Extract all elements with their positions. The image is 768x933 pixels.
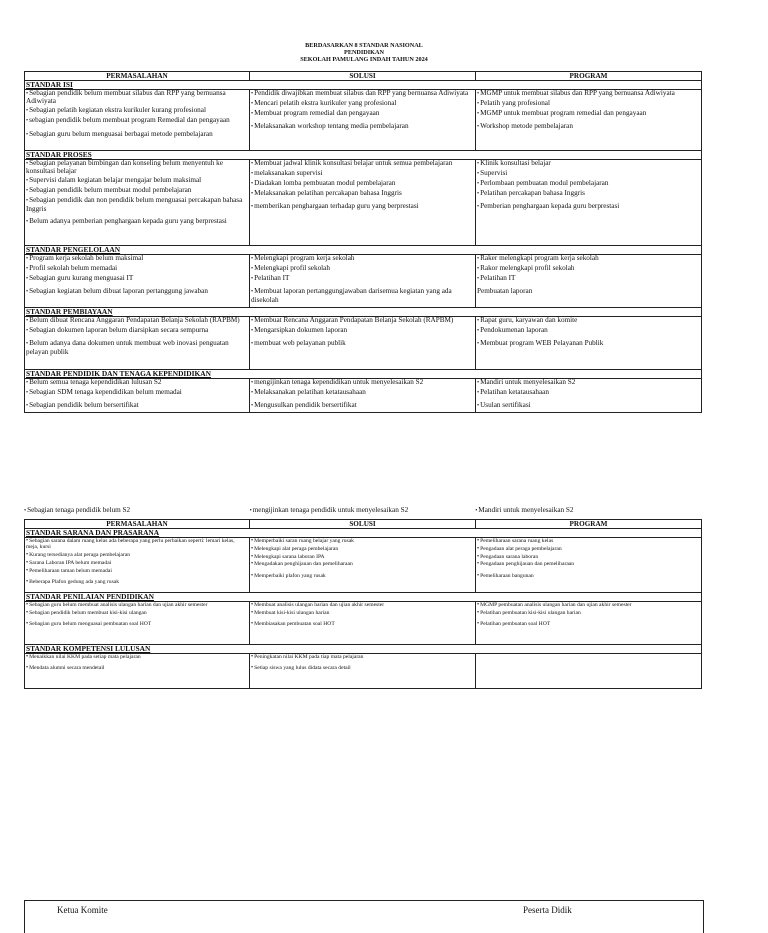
list-item: • Pendokumenan laporan: [477, 327, 700, 335]
header-solusi: SOLUSI: [250, 520, 476, 529]
list-item: • Sebagian SDM tenaga kependidikan belum memadai: [26, 389, 248, 397]
list-item: • Perlombaan pembuatan modul pembelajaran: [477, 180, 700, 188]
programs-cell: [476, 602, 702, 645]
signature-box: [24, 900, 704, 933]
list-item: • Pengadaan penghijauan dan pemeliharaan: [477, 561, 700, 567]
list-item: • Sebagian guru belum membuat analisis ulangan harian dan ujian akhir semester: [26, 602, 248, 608]
solutions-cell: [250, 538, 476, 593]
list-item: • Rakor melengkapi profil sekolah: [477, 265, 700, 273]
list-item: • Melengkapi sarana laboran IPA: [251, 554, 474, 560]
list-item: • Membuat jadwal klinik konsultasi belajar untuk semua pembelajaran: [251, 160, 474, 168]
list-item: • sebagian pendidik belum membuat program Remedial dan pengayaan: [26, 117, 248, 125]
table-row: [25, 317, 702, 370]
table-row: [25, 379, 702, 413]
section-heading: STANDAR ISI: [25, 81, 702, 90]
section-heading: STANDAR SARANA DAN PRASARANA: [25, 529, 702, 538]
list-item: • Belum adanya pemberian penghargaan kepada guru yang berprestasi: [26, 218, 248, 226]
standards-table-page1: [24, 71, 702, 413]
list-item: • Membuat laporan pertanggungjawaban darisemua kegiatan yang ada disekolah: [251, 288, 474, 304]
section-heading: STANDAR PENGELOLAAN: [25, 246, 702, 255]
list-item: • Pengadaan sarana laboran: [477, 554, 700, 560]
list-item: • melaksanakan supervisi: [251, 170, 474, 178]
list-item: • Mencari pelatih ekstra kurikuler yang profesional: [251, 100, 474, 108]
header-permasalahan: PERMASALAHAN: [25, 520, 250, 529]
list-item: • Pelatihan IT: [251, 275, 474, 283]
document-title: [0, 42, 728, 63]
table-row: [25, 255, 702, 308]
list-item: • Pemeliharaan sarana ruang kelas: [477, 538, 700, 544]
solutions-cell: [250, 317, 476, 370]
programs-cell: [476, 90, 702, 151]
list-item: • Sarana Laboran IPA belum memadai: [26, 560, 248, 566]
section-heading: STANDAR KOMPETENSI LULUSAN: [25, 645, 702, 654]
list-item: • Profil sekolah belum memadai: [26, 265, 248, 273]
list-item: • Belum adanya dana dokumen untuk membuat web inovasi penguatan pelayan publik: [26, 340, 248, 356]
programs-cell: [476, 255, 702, 308]
problems-cell: [25, 654, 250, 689]
list-item: • Supervisi: [477, 170, 700, 178]
list-item: • Mengusulkan pendidik bersertifikat: [251, 402, 474, 410]
list-item: • Sebagian dokumen laporan belum diarsipkan secara sempurna: [26, 327, 248, 335]
list-item: • Beberapa Plafon gedung ada yang rusak: [26, 579, 248, 585]
solutions-cell: [250, 602, 476, 645]
section-heading: STANDAR PENDIDIK DAN TENAGA KEPENDIDIKAN: [25, 370, 702, 379]
list-item: • Klinik konsultasi belajar: [477, 160, 700, 168]
programs-cell: [476, 317, 702, 370]
list-item: • Diadakan lomba pembuatan modul pembelajaran: [251, 180, 474, 188]
section-heading: STANDAR PROSES: [25, 151, 702, 160]
list-item: Pembuatan laporan: [477, 287, 533, 296]
solutions-cell: [250, 90, 476, 151]
list-item: • Sebagian pelayanan bimbingan dan konseling belum menyentuh ke konsultasi belajar: [26, 160, 248, 176]
programs-cell: [476, 379, 702, 413]
list-item: • MGMP untuk membuat program remedial dan pengayaan: [477, 110, 700, 118]
list-item: • Program kerja sekolah belum maksimal: [26, 255, 248, 263]
list-item: • Melaksanakan pelatihan percakapan bahasa Inggris: [251, 190, 474, 198]
header-program: PROGRAM: [476, 520, 702, 529]
solutions-cell: [250, 654, 476, 689]
list-item: • Supervisi dalam kegiatan belajar mengajar belum maksimal: [26, 177, 248, 185]
list-item: • Sebagian pelatih kegiatan ekstra kurikuler kurang profesional: [26, 107, 248, 115]
problems-cell: [25, 602, 250, 645]
signature-label-right: Peserta Didik: [523, 905, 572, 915]
list-item: • Setiap siswa yang lulus didata secara detail: [251, 665, 474, 671]
list-item: • Mandiri untuk menyelesaikan S2: [477, 379, 700, 387]
problems-cell: [25, 538, 250, 593]
list-item: • Pelatihan pembuatan soal HOT: [477, 621, 700, 627]
title-line-1: BERDASARKAN 8 STANDAR NASIONAL: [305, 42, 423, 49]
list-item: • Membuat analisis ulangan harian dan ujian akhir semester: [251, 602, 474, 608]
list-item: • Melengkapi program kerja sekolah: [251, 255, 474, 263]
list-item: • MGMP untuk membuat silabus dan RPP yang bernuansa Adiwiyata: [477, 90, 700, 98]
table-row: [25, 538, 702, 593]
list-item: • Workshop metode pembelajaran: [477, 123, 700, 131]
list-item: • Pelatihan pembuatan kisi-kisi ulangan harian: [477, 610, 700, 616]
list-item: • membuat web pelayanan publik: [251, 340, 474, 348]
table-row: [25, 160, 702, 246]
list-item: • Membuat program remedial dan pengayaan: [251, 110, 474, 118]
list-item: • Sebagian guru belum menguasai pembuatan soal HOT: [26, 621, 248, 627]
list-item: • Peningkatan nilai KKM pada tiap mata pelajaran: [251, 654, 474, 660]
list-item: • mengijinkan tenaga kependidikan untuk menyelesaikan S2: [251, 379, 474, 387]
list-item: • Sebagian tenaga pendidik belum S2: [24, 506, 250, 514]
list-item: • Belum dibuat Rencana Anggaran Pendapatan Belanja Sekolah (RAPBM): [26, 317, 248, 325]
header-permasalahan: PERMASALAHAN: [25, 72, 250, 81]
list-item: • Sebagian kegiatan belum dibuat laporan pertanggung jawaban: [26, 288, 248, 296]
list-item: • Pelatihan ketatausahaan: [477, 389, 700, 397]
list-item: • Sebagian pendidik belum membuat kisi-kisi ulangan: [26, 610, 248, 616]
list-item: • Sebagian pendidik belum membuat modul pembelajaran: [26, 187, 248, 195]
list-item: • Mandiri untuk menyelesaikan S2: [475, 506, 701, 514]
list-item: • Sebagian pendidik belum bersertifikat: [26, 402, 248, 410]
problems-cell: [25, 90, 250, 151]
list-item: • Pelatihan IT: [477, 275, 700, 283]
table-row: [25, 602, 702, 645]
solutions-cell: [250, 255, 476, 308]
list-item: • Mengadakan penghijauan dan pemeliharaan: [251, 561, 474, 567]
title-line-3: SEKOLAH PAMULANG INDAH TAHUN 2024: [300, 56, 428, 63]
signature-label-left: Ketua Komite: [57, 905, 108, 915]
list-item: • Pemeliharaan taman belum memadai: [26, 568, 248, 574]
section-heading: STANDAR PEMBIAYAAN: [25, 308, 702, 317]
list-item: • Membuat kisi-kisi ulangan harian: [251, 610, 474, 616]
section-heading: STANDAR PENILAIAN PENDIDIKAN: [25, 593, 702, 602]
continued-row: [24, 506, 701, 516]
list-item: • Sebagian guru kurang menguasai IT: [26, 275, 248, 283]
solutions-cell: [250, 379, 476, 413]
list-item: • Sebagian pendidik belum membuat silabus dan RPP yang bernuansa Adiwiyata: [26, 90, 248, 106]
standards-table-page2: [24, 519, 702, 689]
problems-cell: [25, 317, 250, 370]
list-item: • Pelatih yang profesional: [477, 100, 700, 108]
list-item: • mengijinkan tenaga pendidik untuk menyelesaikan S2: [250, 506, 476, 514]
list-item: • memberikan penghargaan terhadap guru yang berprestasi: [251, 203, 474, 211]
list-item: • Melengkapi profil sekolah: [251, 265, 474, 273]
programs-cell: [476, 160, 702, 246]
list-item: • Rapat guru, karyawan dan komite: [477, 317, 700, 325]
list-item: • Membuat Rencana Anggaran Pendapatan Belanja Sekolah (RAPBM): [251, 317, 474, 325]
list-item: • Membiasakan pembuatan soal HOT: [251, 621, 474, 627]
table-row: [25, 654, 702, 689]
list-item: • Raker melengkapi program kerja sekolah: [477, 255, 700, 263]
list-item: • Sebagian pendidik dan non pendidik belum menguasai percakapan bahasa Inggris: [26, 197, 248, 213]
list-item: • Sebagian sarana dalam ruang kelas ada beberapa yang perlu perbaikan seperti: lemari kelas, meja, kursi: [26, 538, 248, 550]
list-item: • Pelatihan percakapan bahasa Inggris: [477, 190, 700, 198]
list-item: • Menaikkan nilai KKM pada setiap mata pelajaran: [26, 654, 248, 660]
list-item: • Pemberian penghargaan kepada guru berprestasi: [477, 203, 700, 211]
list-item: • Memperbaiki saran ruang belajar yang rusak: [251, 538, 474, 544]
list-item: • Pemeliharaan bangunan: [477, 573, 700, 579]
problems-cell: [25, 255, 250, 308]
list-item: • Pendidik diwajibkan membuat silabus dan RPP yang bernuansa Adiwiyata: [251, 90, 474, 98]
solutions-cell: [250, 160, 476, 246]
table-row: [25, 90, 702, 151]
list-item: • Melaksanakan pelatihan ketatausahaan: [251, 389, 474, 397]
list-item: • Melaksanakan workshop tentang media pembelajaran: [251, 123, 474, 131]
list-item: • Mendata alumni secara mendetail: [26, 665, 248, 671]
problems-cell: [25, 379, 250, 413]
title-line-2: PENDIDIKAN: [344, 49, 384, 56]
list-item: • Usulan sertifikasi: [477, 402, 700, 410]
header-solusi: SOLUSI: [250, 72, 476, 81]
list-item: • Pengadaan alat peraga pembelajaran: [477, 546, 700, 552]
list-item: • Memperbaiki plafon yang rusak: [251, 573, 474, 579]
list-item: • Belum semua tenaga kependidikan lulusan S2: [26, 379, 248, 387]
list-item: • Sebagian guru belum menguasai berbagai metode pembelajaran: [26, 131, 248, 139]
problems-cell: [25, 160, 250, 246]
programs-cell: [476, 538, 702, 593]
list-item: • Kurang tersedianya alat peraga pembelajaran: [26, 552, 248, 558]
list-item: • Mengarsipkan dokumen laporan: [251, 327, 474, 335]
header-program: PROGRAM: [476, 72, 702, 81]
list-item: • Melengkapi alat peraga pembelajaran: [251, 546, 474, 552]
list-item: • Membuat program WEB Pelayanan Publik: [477, 340, 700, 348]
list-item: • MGMP pembuatan analisis ulangan harian dan ujian akhir semester: [477, 602, 700, 608]
programs-cell: [476, 654, 702, 689]
